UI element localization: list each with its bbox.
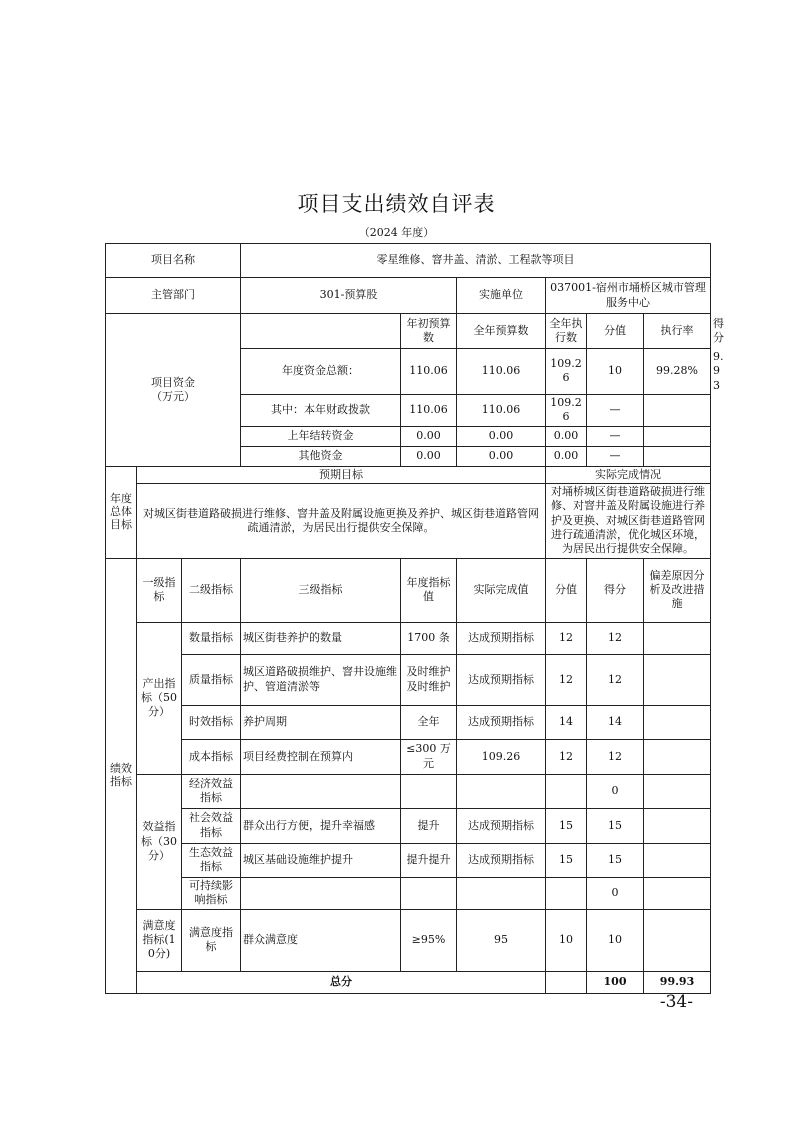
indicator-l3: 城区街巷养护的数量: [241, 622, 401, 654]
indicator-deviation: [644, 739, 711, 774]
funds-header-row: 项目资金 （万元） 年初预算数 全年预算数 全年执行数 分值 执行率 得分: [106, 314, 711, 349]
goals-header-row: [106, 466, 711, 483]
indicator-score: 12: [587, 622, 644, 654]
indicator-l2: 数量指标: [182, 622, 241, 654]
goals-content-row: [106, 484, 711, 558]
perf-header-l3: 三级指标: [241, 558, 401, 622]
indicator-score: 10: [587, 909, 644, 971]
indicator-deviation: [644, 808, 711, 843]
project-name-label: 项目名称: [106, 244, 241, 278]
funds-label-text: 项目资金 （万元）: [151, 375, 195, 403]
indicator-actual: [457, 877, 546, 909]
funds-header-weight: 分值: [587, 314, 644, 349]
funds-row-name: 其他资金: [241, 446, 401, 466]
funds-row-initial: 110.06: [401, 349, 457, 395]
funds-row-weight: —: [587, 446, 644, 466]
indicator-l3: 项目经费控制在预算内: [241, 739, 401, 774]
funds-row-annual: 110.06: [457, 394, 546, 426]
indicator-weight: [546, 774, 587, 808]
indicator-target: 及时维护及时维护: [401, 654, 457, 705]
dept-label: 主管部门: [106, 278, 241, 314]
indicator-weight: 12: [546, 739, 587, 774]
funds-header-initial: 年初预算数: [401, 314, 457, 349]
indicator-weight: 14: [546, 705, 587, 739]
funds-row-weight: 10: [587, 349, 644, 395]
indicator-score: 15: [587, 843, 644, 877]
self-evaluation-table: [105, 243, 725, 994]
indicator-l3: 城区基础设施维护提升: [241, 843, 401, 877]
indicator-l3: [241, 877, 401, 909]
indicator-actual: 达成预期指标: [457, 843, 546, 877]
indicator-weight: 15: [546, 808, 587, 843]
indicator-deviation: [644, 774, 711, 808]
indicator-actual: 109.26: [457, 739, 546, 774]
output-indicator-row: [106, 705, 711, 739]
goals-label: 年度总体目标: [106, 466, 137, 558]
indicator-l3: [241, 774, 401, 808]
funds-row-weight: —: [587, 426, 644, 446]
indicator-l3: 群众满意度: [241, 909, 401, 971]
indicator-target: ≥95%: [401, 909, 457, 971]
funds-row-weight: —: [587, 394, 644, 426]
indicator-score: 15: [587, 808, 644, 843]
funds-row-rate: 99.28%: [644, 349, 711, 395]
indicator-l3: 城区道路破损维护、窨井设施维护、管道清淤等: [241, 654, 401, 705]
indicator-weight: [546, 877, 587, 909]
funds-row-initial: 0.00: [401, 426, 457, 446]
funds-row-annual: 110.06: [457, 349, 546, 395]
indicator-l2: 生态效益指标: [182, 843, 241, 877]
department-row: [106, 278, 711, 314]
funds-row-executed: 0.00: [546, 426, 587, 446]
funds-row-initial: 110.06: [401, 394, 457, 426]
indicator-score: 0: [587, 774, 644, 808]
funds-header-annual: 全年预算数: [457, 314, 546, 349]
indicator-score: 0: [587, 877, 644, 909]
indicator-target: ≤300 万元: [401, 739, 457, 774]
indicator-actual: 达成预期指标: [457, 808, 546, 843]
funds-row-initial: 0.00: [401, 446, 457, 466]
indicator-weight: 12: [546, 654, 587, 705]
indicator-target: 提升: [401, 808, 457, 843]
indicator-actual: 达成预期指标: [457, 705, 546, 739]
funds-label: [106, 314, 241, 467]
perf-header-score: 得分: [587, 558, 644, 622]
total-weight: 100: [587, 971, 644, 993]
benefit-indicator-row: [106, 843, 711, 877]
perf-header-deviation: 偏差原因分析及改进措施: [644, 558, 711, 622]
funds-row-name: 上年结转资金: [241, 426, 401, 446]
indicator-l2: 成本指标: [182, 739, 241, 774]
funds-row-rate: [644, 394, 711, 426]
output-indicator-row: [106, 622, 711, 654]
indicator-l2: 经济效益指标: [182, 774, 241, 808]
indicator-target: 提升提升: [401, 843, 457, 877]
satisfaction-indicator-row: [106, 909, 711, 971]
indicator-target: [401, 774, 457, 808]
perf-label: 绩效指标: [106, 558, 137, 993]
indicator-deviation: [644, 654, 711, 705]
indicator-weight: 10: [546, 909, 587, 971]
total-blank: [546, 971, 587, 993]
goals-expected-header: 预期目标: [137, 466, 546, 483]
indicator-deviation: [644, 843, 711, 877]
indicator-actual: [457, 774, 546, 808]
goals-expected-text: 对城区街巷道路破损进行维修、窨井盖及附属设施更换及养护、城区街巷道路管网疏通清淤，为居民出行提供安全保障。: [137, 484, 546, 558]
satisfaction-label: 满意度指标(10分): [137, 909, 182, 971]
funds-row-executed: 109.26: [546, 349, 587, 395]
page-title: 项目支出绩效自评表: [297, 192, 496, 216]
output-label: 产出指标（50分）: [137, 622, 182, 774]
indicator-score: 14: [587, 705, 644, 739]
funds-row-executed: 109.26: [546, 394, 587, 426]
benefit-indicator-row: [106, 808, 711, 843]
indicator-l3: 养护周期: [241, 705, 401, 739]
total-label: 总分: [137, 971, 546, 993]
impl-value: 037001-宿州市埇桥区城市管理服务中心: [546, 278, 711, 314]
project-name-row: [106, 244, 711, 278]
indicator-l2: 社会效益指标: [182, 808, 241, 843]
indicator-actual: 95: [457, 909, 546, 971]
funds-row: 年度资金总额： 110.06 110.06 109.26 10 99.28% 9.93: [106, 349, 711, 395]
indicator-weight: 12: [546, 622, 587, 654]
perf-header-l1: 一级指标: [137, 558, 182, 622]
funds-row-annual: 0.00: [457, 446, 546, 466]
indicator-score: 12: [587, 739, 644, 774]
funds-row-annual: 0.00: [457, 426, 546, 446]
perf-header-weight: 分值: [546, 558, 587, 622]
indicator-l3: 群众出行方便，提升幸福感: [241, 808, 401, 843]
indicator-target: 全年: [401, 705, 457, 739]
indicator-actual: 达成预期指标: [457, 654, 546, 705]
indicator-deviation: [644, 622, 711, 654]
goals-actual-header: 实际完成情况: [546, 466, 711, 483]
indicator-deviation: [644, 909, 711, 971]
project-name-value: 零星维修、窨井盖、清淤、工程款等项目: [241, 244, 711, 278]
funds-row-name: 其中：本年财政拨款: [241, 394, 401, 426]
indicator-actual: 达成预期指标: [457, 622, 546, 654]
indicator-l2: 质量指标: [182, 654, 241, 705]
benefit-label: 效益指标（30分）: [137, 774, 182, 909]
indicator-weight: 15: [546, 843, 587, 877]
indicator-score: 12: [587, 654, 644, 705]
indicator-deviation: [644, 877, 711, 909]
perf-header-actual: 实际完成值: [457, 558, 546, 622]
benefit-indicator-row: [106, 774, 711, 808]
page-number: -34-: [659, 992, 693, 1012]
funds-header-blank: [241, 314, 401, 349]
output-indicator-row: [106, 739, 711, 774]
perf-header-row: [106, 558, 711, 622]
indicator-l2: 满意度指标: [182, 909, 241, 971]
dept-value: 301-预算股: [241, 278, 457, 314]
goals-actual-text: 对埇桥城区街巷道路破损进行维修、对窨井盖及附属设施进行养护及更换、对城区街巷道路管网进行疏通清淤，优化城区环境，为居民出行提供安全保障。: [546, 484, 711, 558]
funds-row-rate: [644, 446, 711, 466]
impl-label: 实施单位: [457, 278, 546, 314]
year-label: （2024 年度）: [358, 226, 435, 239]
total-row: [106, 971, 711, 993]
output-indicator-row: [106, 654, 711, 705]
funds-row-rate: [644, 426, 711, 446]
indicator-target: 1700 条: [401, 622, 457, 654]
indicator-deviation: [644, 705, 711, 739]
benefit-indicator-row: [106, 877, 711, 909]
indicator-target: [401, 877, 457, 909]
indicator-l2: 时效指标: [182, 705, 241, 739]
total-score: 99.93: [644, 971, 711, 993]
perf-header-l2: 二级指标: [182, 558, 241, 622]
funds-row-executed: 0.00: [546, 446, 587, 466]
indicator-l2: 可持续影响指标: [182, 877, 241, 909]
perf-header-target: 年度指标值: [401, 558, 457, 622]
funds-header-rate: 执行率: [644, 314, 711, 349]
funds-header-executed: 全年执行数: [546, 314, 587, 349]
funds-row-name: 年度资金总额：: [241, 349, 401, 395]
